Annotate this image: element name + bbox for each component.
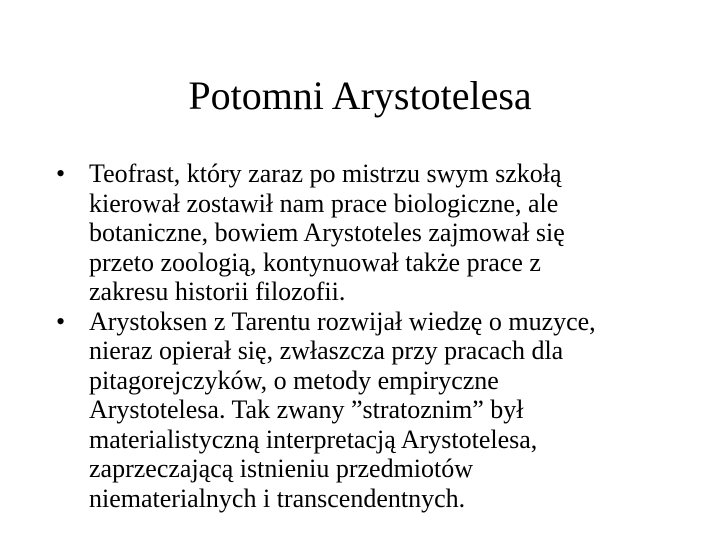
bullet-text-line: kierował zostawił nam prace biologiczne, ale xyxy=(89,188,559,218)
bullet-text-line: Arystotelesa. Tak zwany ”stratoznim” był xyxy=(89,395,524,424)
bullet-text-line: zaprzeczającą istnieniu przedmiotów xyxy=(89,454,474,483)
bullet-text-line: materialistyczną interpretacją Arystotelesa, xyxy=(89,424,538,454)
bullet-text-line: zakresu historii filozofii. xyxy=(89,277,346,306)
bullet-marker: • xyxy=(56,159,66,188)
bullet-text-line: pitagorejczyków, o metody empiryczne xyxy=(89,365,499,395)
bullet-text-line: nieraz opierał się, zwłaszcza przy pracach dla xyxy=(89,336,564,365)
bullet-text-line: przeto zoologią, kontynuował także prace z xyxy=(89,247,541,277)
bullet-marker: • xyxy=(56,306,66,336)
bullet-text-line: Teofrast, który zaraz po mistrzu swym szkołą xyxy=(89,159,562,188)
bullet-text-line: botaniczne, bowiem Arystoteles zajmował się xyxy=(89,218,565,247)
bullet-text-line: niematerialnych i transcendentnych. xyxy=(89,483,466,513)
bullet-item-teofrast xyxy=(56,159,696,307)
bullet-text-line: Arystoksen z Tarentu rozwijał wiedzę o muzyce, xyxy=(89,306,596,336)
bullet-list xyxy=(56,159,696,513)
bullet-item-arystoksen xyxy=(56,307,696,514)
slide-title: Potomni Arystotelesa xyxy=(188,73,532,118)
